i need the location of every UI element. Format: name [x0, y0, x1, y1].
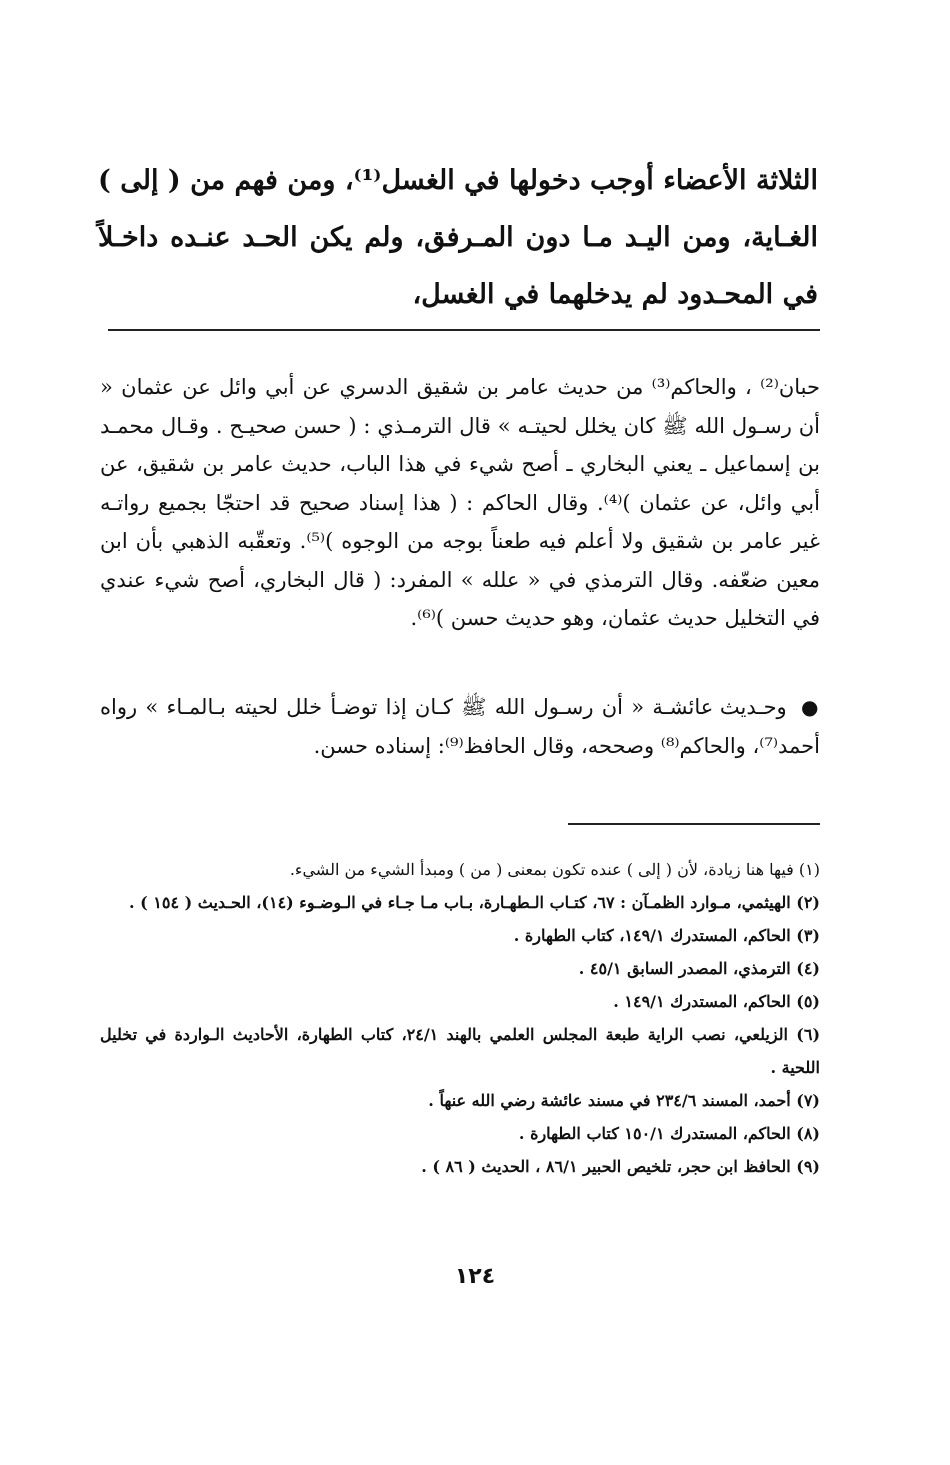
- body-paragraph-2: وحـديث عائشـة « أن رسـول الله ﷺ كـان إذا توضـأ خلل لحيته بـالمـاء » رواه أحمد⁽⁷⁾، والحاكم⁽⁸⁾ وصححه، وقال الحافظ⁽⁹⁾: إسناده حسن.: [100, 695, 820, 758]
- footnote-1: (١) فيها هنا زيادة، لأن ( إلى ) عنده تكون بمعنى ( من ) ومبدأ الشيء من الشيء.: [289, 860, 820, 879]
- footnote-5: (٥) الحاكم، المستدرك ١٤٩/١ .: [613, 992, 820, 1011]
- main-text: الثلاثة الأعضاء أوجب دخولها في الغسل⁽¹⁾، ومن فهم من ( إلى ) الغـاية، ومن اليـد مـا دون المـرفق، ولم يكن الحـد عنـده داخـلاً في المحـدود لم يدخلهما في الغسل،: [98, 165, 818, 310]
- footnote-separator: [568, 823, 820, 825]
- footnote-3: (٣) الحاكم، المستدرك ١٤٩/١، كتاب الطهارة .: [513, 926, 820, 945]
- bullet-icon: ●: [800, 695, 820, 719]
- footnotes: [100, 853, 820, 1183]
- separator-rule: [108, 329, 820, 331]
- footnote-8: (٨) الحاكم، المستدرك ١٥٠/١ كتاب الطهارة .: [518, 1124, 820, 1143]
- page-number: ١٢٤: [454, 1264, 496, 1289]
- body-paragraph-2-container: [100, 688, 820, 765]
- footnote-7: (٧) أحمد، المسند ٢٣٤/٦ في مسند عائشة رضي الله عنهاً .: [428, 1091, 820, 1110]
- footnote-4: (٤) الترمذي، المصدر السابق ٤٥/١ .: [578, 959, 820, 978]
- footnote-2: (٢) الهيثمي، مـوارد الظمـآن : ٦٧، كتـاب الـطهـارة، بـاب مـا جـاء في الـوضـوء (١٤)، الحـديث ( ١٥٤ ) .: [128, 893, 820, 912]
- footnote-9: (٩) الحافظ ابن حجر، تلخيص الحبير ٨٦/١ ، الحديث ( ٨٦ ) .: [421, 1157, 820, 1176]
- footnote-6: (٦) الزيلعي، نصب الراية طبعة المجلس العلمي بالهند ٢٤/١، كتاب الطهارة، الأحاديث الـواردة في تخليل اللحية .: [100, 1025, 821, 1077]
- body-paragraph-1: حبان⁽²⁾ ، والحاكم⁽³⁾ من حديث عامر بن شقيق الدسري عن أبي وائل عن عثمان « أن رسـول الله ﷺ كان يخلل لحيتـه » قال الترمـذي : ( حسن صحيـح . وقـال محمـد بن إسماعيل ـ يعني البخاري ـ أصح شيء في هذا الباب، حديث عامر بن شقيق، عن أبي وائل، عن عثمان )⁽⁴⁾. وقال الحاكم : ( هذا إسناد صحيح قد احتجّا بجميع رواتـه غير عامر بن شقيق ولا أعلم فيه طعناً بوجه من الوجوه )⁽⁵⁾. وتعقّبه الذهبي بأن ابن معين ضعّفه. وقال الترمذي في « علله » المفرد: ( قال البخاري، أصح شيء عندي في التخليل حديث عثمان، وهو حديث حسن )⁽⁶⁾.: [100, 375, 820, 630]
